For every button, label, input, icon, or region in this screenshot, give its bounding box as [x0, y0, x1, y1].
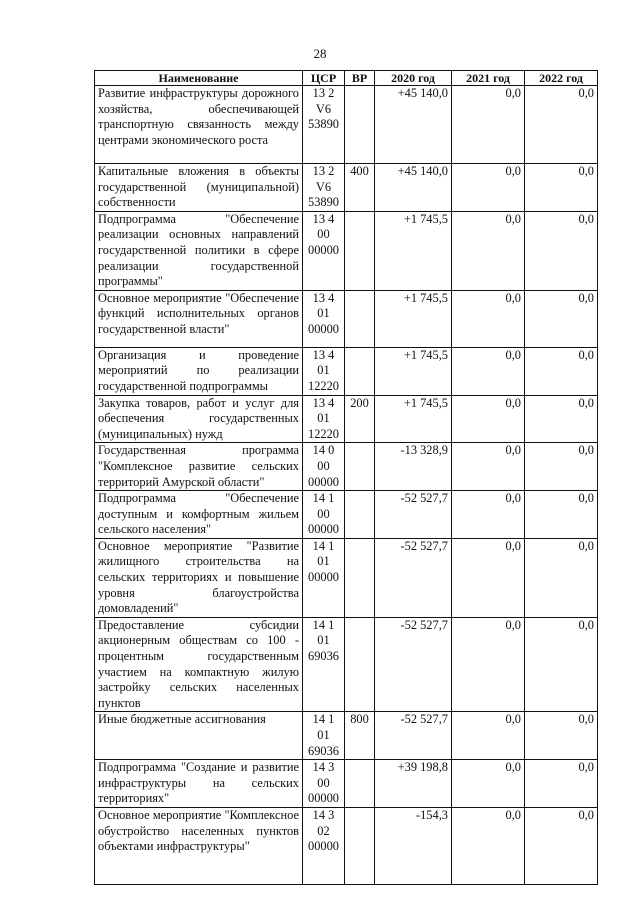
csr-code-part: 13 4 — [312, 290, 335, 305]
row-2020-cell: -154,3 — [375, 807, 452, 884]
table-row — [95, 712, 598, 760]
row-csr-cell — [303, 617, 345, 712]
csr-code-part: 14 3 — [312, 760, 335, 775]
header-csr: ЦСР — [303, 71, 345, 86]
csr-code-part: 53890 — [308, 195, 339, 210]
row-csr-cell — [303, 443, 345, 491]
row-name-cell: Основное мероприятие "Развитие жилищного строительства на сельских территориях и повышение уровня благоустройства домовладений" — [95, 538, 303, 617]
row-2020-cell: -52 527,7 — [375, 538, 452, 617]
header-2020: 2020 год — [375, 71, 452, 86]
row-2022-cell: 0,0 — [525, 760, 598, 808]
table-body — [95, 86, 598, 885]
csr-code-part: 00000 — [308, 321, 339, 336]
header-name: Наименование — [95, 71, 303, 86]
row-vr-cell — [345, 760, 375, 808]
row-csr-cell — [303, 164, 345, 212]
row-name-cell: Предоставление субсидии акционерным обществам со 100 - процентным государственным участием на компактную жилую застройку сельских населенных пунктов — [95, 617, 303, 712]
csr-code-part: 53890 — [308, 117, 339, 132]
row-2021-cell: 0,0 — [452, 290, 525, 347]
row-2020-cell: +1 745,5 — [375, 290, 452, 347]
table-row — [95, 538, 598, 617]
row-name-cell: Основное мероприятие "Комплексное обустройство населенных пунктов объектами инфраструктуры" — [95, 807, 303, 884]
row-csr-cell — [303, 712, 345, 760]
row-2022-cell: 0,0 — [525, 712, 598, 760]
row-vr-cell — [345, 211, 375, 290]
csr-code-part: 01 — [317, 633, 330, 648]
row-2022-cell: 0,0 — [525, 211, 598, 290]
table-row — [95, 395, 598, 443]
csr-code-part: 00000 — [308, 570, 339, 585]
row-2022-cell: 0,0 — [525, 538, 598, 617]
row-vr-cell — [345, 617, 375, 712]
table-row — [95, 491, 598, 539]
csr-code-part: 13 2 — [312, 86, 335, 100]
row-2021-cell: 0,0 — [452, 164, 525, 212]
row-2020-cell: -52 527,7 — [375, 712, 452, 760]
page-number: 28 — [313, 46, 327, 61]
csr-code-part: 69036 — [308, 649, 339, 664]
row-2020-cell: -52 527,7 — [375, 617, 452, 712]
row-csr-cell — [303, 347, 345, 395]
csr-code-part: 00000 — [308, 474, 339, 489]
csr-code-part: 02 — [317, 823, 330, 838]
csr-code-part: 00 — [317, 506, 330, 521]
csr-code-part: 00 — [317, 775, 330, 790]
row-2021-cell: 0,0 — [452, 86, 525, 164]
csr-code-part: 00000 — [308, 839, 339, 854]
row-2020-cell: -13 328,9 — [375, 443, 452, 491]
csr-code-part: 00000 — [308, 791, 339, 806]
row-vr-cell — [345, 443, 375, 491]
row-csr-cell — [303, 290, 345, 347]
row-name-cell: Подпрограмма "Создание и развитие инфраструктуры на сельских территориях" — [95, 760, 303, 808]
row-name-cell: Подпрограмма "Обеспечение доступным и комфортным жильем сельского населения" — [95, 491, 303, 539]
row-2022-cell: 0,0 — [525, 807, 598, 884]
row-name-cell: Развитие инфраструктуры дорожного хозяйства, обеспечивающей транспортную связанность между центрами экономического роста — [95, 86, 303, 164]
row-2022-cell: 0,0 — [525, 443, 598, 491]
csr-code-part: 12220 — [308, 426, 339, 441]
row-2022-cell: 0,0 — [525, 86, 598, 164]
csr-code-part: 14 0 — [312, 443, 335, 458]
row-2021-cell: 0,0 — [452, 538, 525, 617]
csr-code-part: 14 1 — [312, 538, 335, 553]
csr-code-part: 01 — [317, 728, 330, 742]
csr-code-part: 13 4 — [312, 395, 335, 410]
row-2021-cell: 0,0 — [452, 347, 525, 395]
row-name-cell: Основное мероприятие "Обеспечение функций исполнительных органов государственной власти" — [95, 290, 303, 347]
row-2021-cell: 0,0 — [452, 491, 525, 539]
csr-code-part: 12220 — [308, 378, 339, 393]
csr-code-part: 13 4 — [312, 347, 335, 362]
csr-code-part: 00 — [317, 458, 330, 473]
csr-code-part: 00000 — [308, 522, 339, 537]
row-vr-cell — [345, 538, 375, 617]
row-vr-cell — [345, 86, 375, 164]
csr-code-part: 14 1 — [312, 491, 335, 506]
row-csr-cell — [303, 491, 345, 539]
row-csr-cell — [303, 538, 345, 617]
csr-code-part: 01 — [317, 306, 330, 321]
row-2020-cell: +39 198,8 — [375, 760, 452, 808]
csr-code-part: 13 4 — [312, 211, 335, 226]
row-2021-cell: 0,0 — [452, 807, 525, 884]
csr-code-part: 01 — [317, 363, 330, 378]
table-row — [95, 617, 598, 712]
table-row — [95, 164, 598, 212]
csr-code-part: 00000 — [308, 242, 339, 257]
row-2022-cell: 0,0 — [525, 347, 598, 395]
row-2020-cell: +45 140,0 — [375, 164, 452, 212]
csr-code-part: 01 — [317, 554, 330, 569]
table-row — [95, 347, 598, 395]
row-name-cell: Подпрограмма "Обеспечение реализации основных направлений государственной политики в сфере реализации государственной программы" — [95, 211, 303, 290]
row-vr-cell: 400 — [345, 164, 375, 212]
header-2022: 2022 год — [525, 71, 598, 86]
row-vr-cell — [345, 347, 375, 395]
row-vr-cell — [345, 290, 375, 347]
row-csr-cell — [303, 211, 345, 290]
row-name-cell: Государственная программа "Комплексное развитие сельских территорий Амурской области" — [95, 443, 303, 491]
row-2020-cell: +1 745,5 — [375, 347, 452, 395]
row-csr-cell — [303, 807, 345, 884]
row-vr-cell — [345, 491, 375, 539]
table-row — [95, 807, 598, 884]
row-2022-cell: 0,0 — [525, 395, 598, 443]
row-2021-cell: 0,0 — [452, 395, 525, 443]
row-2021-cell: 0,0 — [452, 712, 525, 760]
csr-code-part: 14 1 — [312, 712, 335, 727]
row-2020-cell: +1 745,5 — [375, 211, 452, 290]
csr-code-part: 01 — [317, 411, 330, 426]
row-name-cell: Организация и проведение мероприятий по реализации государственной подпрограммы — [95, 347, 303, 395]
row-2020-cell: +1 745,5 — [375, 395, 452, 443]
csr-code-part: V6 — [315, 101, 332, 116]
row-2021-cell: 0,0 — [452, 760, 525, 808]
row-2021-cell: 0,0 — [452, 617, 525, 712]
row-vr-cell: 200 — [345, 395, 375, 443]
csr-code-part: 00 — [317, 227, 330, 242]
row-2022-cell: 0,0 — [525, 617, 598, 712]
header-2021: 2021 год — [452, 71, 525, 86]
row-2020-cell: -52 527,7 — [375, 491, 452, 539]
row-csr-cell — [303, 760, 345, 808]
row-vr-cell: 800 — [345, 712, 375, 760]
header-vr: ВР — [345, 71, 375, 86]
table-row — [95, 290, 598, 347]
csr-code-part: V6 — [315, 179, 332, 194]
row-csr-cell — [303, 395, 345, 443]
table-row — [95, 760, 598, 808]
row-vr-cell — [345, 807, 375, 884]
csr-code-part: 13 2 — [312, 164, 335, 178]
table-header-row — [95, 71, 598, 86]
row-csr-cell — [303, 86, 345, 164]
row-2022-cell: 0,0 — [525, 491, 598, 539]
table-row — [95, 86, 598, 164]
table-row — [95, 211, 598, 290]
row-name-cell: Капитальные вложения в объекты государственной (муниципальной) собственности — [95, 164, 303, 212]
table-row — [95, 443, 598, 491]
row-2022-cell: 0,0 — [525, 290, 598, 347]
csr-code-part: 69036 — [308, 743, 339, 758]
csr-code-part: 14 1 — [312, 617, 335, 632]
row-2020-cell: +45 140,0 — [375, 86, 452, 164]
csr-code-part: 14 3 — [312, 807, 335, 822]
row-2021-cell: 0,0 — [452, 211, 525, 290]
row-2022-cell: 0,0 — [525, 164, 598, 212]
row-name-cell: Закупка товаров, работ и услуг для обеспечения государственных (муниципальных) нужд — [95, 395, 303, 443]
row-name-cell: Иные бюджетные ассигнования — [95, 712, 303, 760]
row-2021-cell: 0,0 — [452, 443, 525, 491]
budget-table — [94, 70, 598, 885]
